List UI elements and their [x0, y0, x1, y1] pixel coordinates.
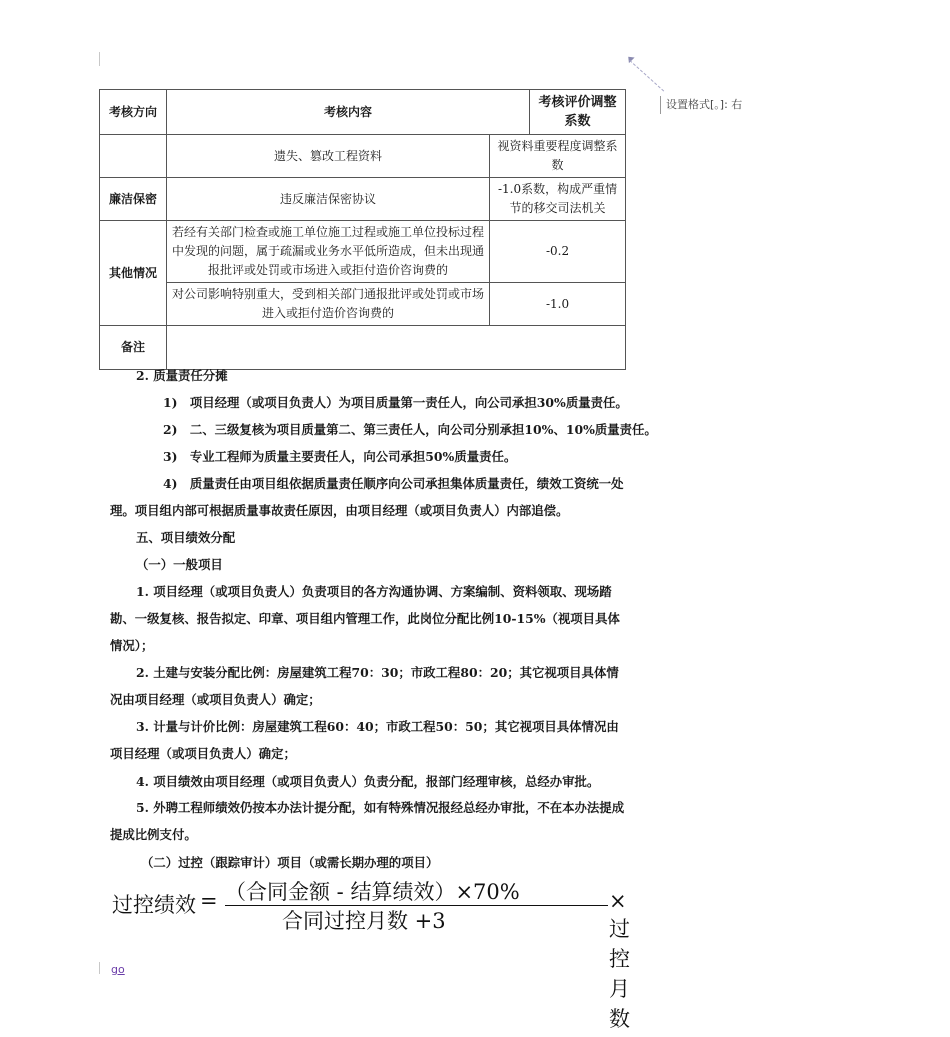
header-direction: 考核方向 — [100, 90, 167, 135]
row-content: 违反廉洁保密协议 — [167, 178, 490, 221]
row-content: 遗失、篡改工程资料 — [167, 135, 490, 178]
table-row — [100, 135, 626, 178]
row-category — [100, 135, 167, 178]
paragraph: 2. 土建与安装分配比例：房屋建筑工程70：30；市政工程80：20；其它视项目具体情况由项目经理（或项目负责人）确定； — [110, 665, 619, 707]
formula-denominator: 合同过控月数 +3 — [282, 909, 446, 933]
table-row — [100, 178, 626, 221]
row-content: 若经有关部门检查或施工单位施工过程或施工单位投标过程中发现的问题，属于疏漏或业务水平低所造成，但未出现通报批评或处罚或市场进入或拒付造价咨询费的 — [167, 221, 490, 283]
comment-connector — [628, 60, 664, 93]
row-coefficient: -1.0 — [490, 283, 626, 326]
formula-numerator: （合同金额 - 结算绩效）×70% — [225, 880, 520, 904]
section-heading-performance: 五、项目绩效分配 — [136, 530, 236, 545]
subheading-tracking: （二）过控（跟踪审计）项目（或需长期办理的项目） — [141, 855, 439, 870]
row-category: 其他情况 — [100, 221, 167, 326]
table-row-remarks — [100, 326, 626, 370]
list-item: 1) 项目经理（或项目负责人）为项目质量第一责任人，向公司承担30%质量责任。 — [163, 395, 628, 410]
row-category: 备注 — [100, 326, 167, 370]
assessment-table — [99, 89, 626, 370]
table-row — [100, 221, 626, 283]
header-coefficient: 考核评价调整系数 — [530, 90, 626, 135]
page-corner-mark-bottom — [99, 962, 100, 974]
formula-equals: = — [200, 889, 218, 913]
row-category: 廉洁保密 — [100, 178, 167, 221]
paragraph: 4. 项目绩效由项目经理（或项目负责人）负责分配，报部门经理审核，总经办审批。 — [136, 774, 600, 789]
list-item: 2) 二、三级复核为项目质量第二、第三责任人，向公司分别承担10%、10%质量责任。 — [163, 422, 657, 437]
row-coefficient: -0.2 — [490, 221, 626, 283]
subheading-general: （一）一般项目 — [136, 557, 223, 572]
paragraph: 5. 外聘工程师绩效仍按本办法计提分配，如有特殊情况报经总经办审批，不在本办法提成提成比例支付。 — [110, 800, 625, 842]
formula-tail: ×过控月数 — [609, 889, 630, 1031]
list-item: 3) 专业工程师为质量主要责任人，向公司承担50%质量责任。 — [163, 449, 517, 464]
row-coefficient: 视资料重要程度调整系数 — [490, 135, 626, 178]
row-content — [167, 326, 626, 370]
page-corner-mark-top — [99, 52, 100, 66]
formula-lhs: 过控绩效 — [112, 893, 196, 917]
row-coefficient: -1.0系数，构成严重情节的移交司法机关 — [490, 178, 626, 221]
paragraph: 3. 计量与计价比例：房屋建筑工程60：40；市政工程50：50；其它视项目具体情况由项目经理（或项目负责人）确定； — [110, 719, 619, 761]
header-content: 考核内容 — [167, 90, 530, 135]
format-comment[interactable]: 设置格式[。]: 右 — [666, 98, 743, 111]
table-row — [100, 283, 626, 326]
go-link[interactable]: go — [111, 963, 125, 976]
paragraph: 1. 项目经理（或项目负责人）负责项目的各方沟通协调、方案编制、资料领取、现场踏勘、一级复核、报告拟定、印章、项目组内管理工作，此岗位分配比例10-15%（视项目具体情况）； — [110, 584, 620, 653]
row-content: 对公司影响特别重大，受到相关部门通报批评或处罚或市场进入或拒付造价咨询费的 — [167, 283, 490, 326]
section-heading-quality: 2. 质量责任分摊 — [136, 368, 228, 383]
comment-bar — [660, 96, 661, 114]
list-item: 4) 质量责任由项目组依据质量责任顺序向公司承担集体质量责任，绩效工资统一处理。项目组内部可根据质量事故责任原因，由项目经理（或项目负责人）内部追偿。 — [110, 476, 624, 518]
table-header-row — [100, 90, 626, 135]
